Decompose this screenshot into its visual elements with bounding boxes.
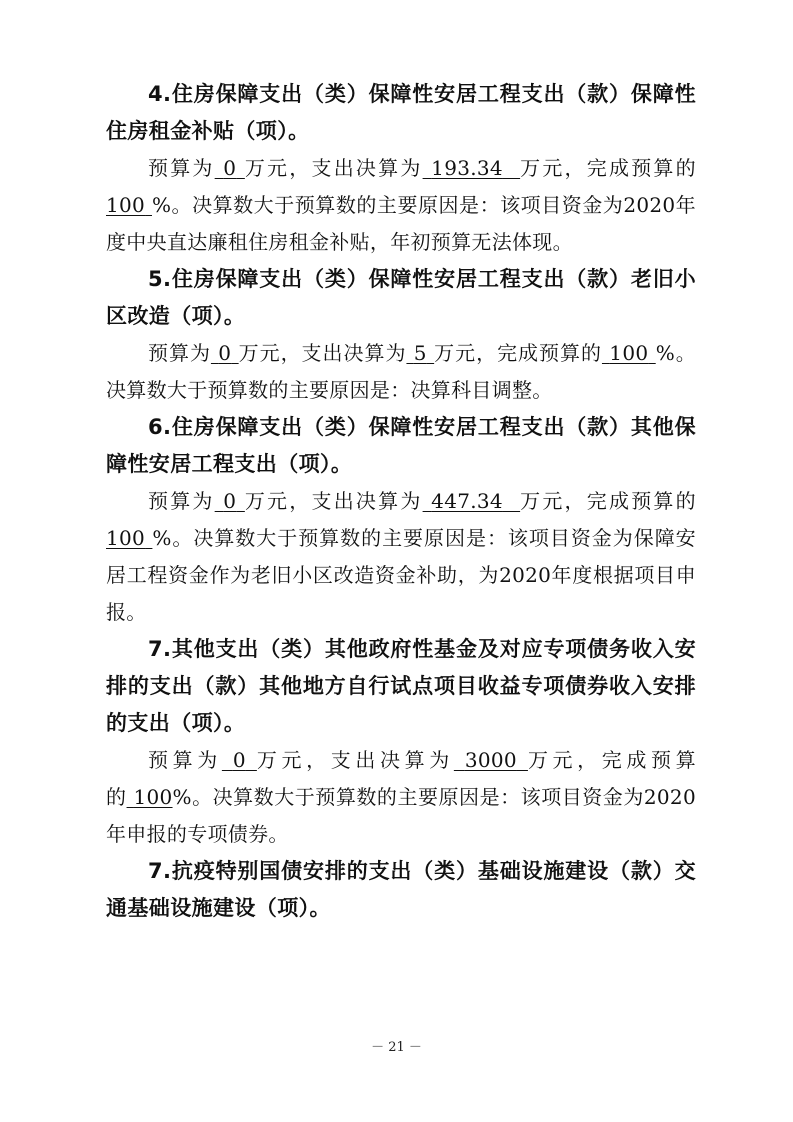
budget-label: 预算为 bbox=[148, 489, 215, 513]
actual-label: 万元，支出决算为 bbox=[244, 489, 423, 513]
explanation-text: %。决算数大于预算数的主要原因是：该项目资金为保障安居工程资金作为老旧小区改造资金补助，为2020年度根据项目申报。 bbox=[106, 526, 696, 624]
budget-value: 0 bbox=[218, 341, 232, 365]
actual-value: 193.34 bbox=[431, 156, 503, 180]
section-heading: 6.住房保障支出（类）保障性安居工程支出（款）其他保障性安居工程支出（项）。 bbox=[106, 415, 696, 476]
section-heading: 7.抗疫特别国债安排的支出（类）基础设施建设（款）交通基础设施建设（项）。 bbox=[106, 859, 696, 920]
section-paragraph bbox=[106, 335, 696, 409]
rate-label: 万元，完成预算的 bbox=[520, 156, 696, 180]
rate-label: 万元，完成预算的 bbox=[434, 341, 602, 365]
rate-value: 100 bbox=[106, 193, 146, 217]
explanation-text: %。决算数大于预算数的主要原因是：决算科目调整。 bbox=[106, 341, 696, 402]
budget-label: 预算为 bbox=[148, 156, 215, 180]
rate-label: 万元，完成预算的 bbox=[106, 748, 696, 809]
actual-value: 5 bbox=[413, 341, 427, 365]
budget-value: 0 bbox=[232, 748, 246, 772]
document-body bbox=[106, 76, 696, 927]
budget-value: 0 bbox=[223, 156, 237, 180]
section-paragraph bbox=[106, 150, 696, 261]
rate-value: 100 bbox=[133, 785, 173, 809]
section-7-epidemic-bonds bbox=[106, 853, 696, 927]
section-4 bbox=[106, 76, 696, 261]
budget-value: 0 bbox=[223, 489, 237, 513]
section-7 bbox=[106, 631, 696, 853]
rate-label: 万元，完成预算的 bbox=[520, 489, 696, 513]
section-heading: 7.其他支出（类）其他政府性基金及对应专项债务收入安排的支出（款）其他地方自行试点项目收益专项债券收入安排的支出（项）。 bbox=[106, 637, 696, 735]
actual-label: 万元，支出决算为 bbox=[238, 341, 407, 365]
actual-label: 万元，支出决算为 bbox=[256, 748, 454, 772]
budget-label: 预算为 bbox=[148, 341, 211, 365]
actual-label: 万元，支出决算为 bbox=[244, 156, 423, 180]
section-6 bbox=[106, 409, 696, 631]
explanation-text: %。决算数大于预算数的主要原因是：该项目资金为2020年度中央直达廉租住房租金补贴，年初预算无法体现。 bbox=[106, 193, 696, 254]
section-paragraph bbox=[106, 483, 696, 631]
section-heading: 5.住房保障支出（类）保障性安居工程支出（款）老旧小区改造（项）。 bbox=[106, 267, 696, 328]
page-number: － 21 － bbox=[371, 1040, 422, 1055]
actual-value: 447.34 bbox=[431, 489, 503, 513]
section-paragraph bbox=[106, 742, 696, 853]
explanation-text: %。决算数大于预算数的主要原因是：该项目资金为2020年申报的专项债券。 bbox=[106, 785, 696, 846]
section-5 bbox=[106, 261, 696, 409]
rate-value: 100 bbox=[106, 526, 146, 550]
budget-label: 预算为 bbox=[148, 748, 222, 772]
section-heading: 4.住房保障支出（类）保障性安居工程支出（款）保障性住房租金补贴（项）。 bbox=[106, 82, 696, 143]
actual-value: 3000 bbox=[464, 748, 517, 772]
rate-value: 100 bbox=[609, 341, 649, 365]
